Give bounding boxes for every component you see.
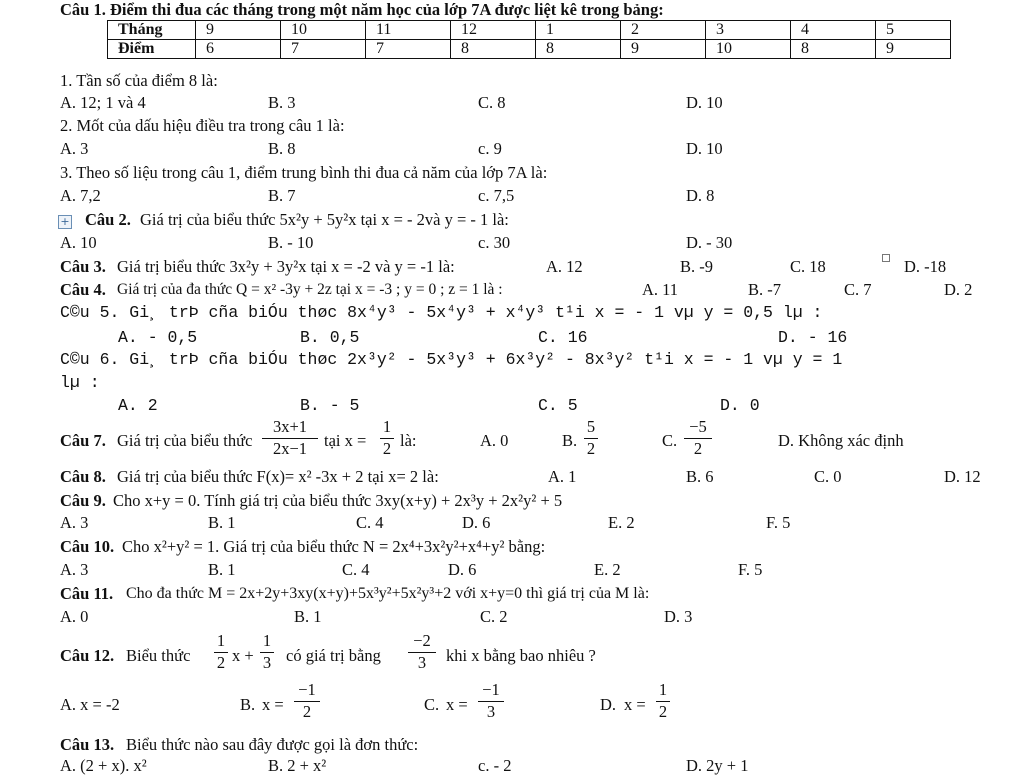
answer-c: C. 16 (538, 328, 588, 347)
answer-b: B. 1 (208, 560, 236, 579)
answer-c: C. 5 (538, 396, 578, 415)
answer-b-fraction (584, 419, 598, 457)
answer-c-prefix: C. (424, 695, 440, 714)
fraction-numerator: 1 (214, 633, 228, 653)
table-cell: 8 (451, 40, 536, 59)
question-11-label: Câu 11. (60, 584, 114, 603)
answer-c: C. 8 (478, 93, 506, 112)
table-cell: 8 (536, 40, 621, 59)
question-12-text: Biểu thức (126, 646, 191, 665)
question-8-text: Giá trị của biểu thức F(x)= x² -3x + 2 tại x= 2 là: (117, 467, 439, 486)
answer-b-prefix: B. (240, 695, 256, 714)
answer-c: c. 9 (478, 139, 502, 158)
answer-b-prefix: B. (562, 431, 578, 450)
question-2-text: Giá trị của biểu thức 5x²y + 5y²x tại x = - 2và y = - 1 là: (140, 210, 509, 229)
answer-d: D. 0 (720, 396, 760, 415)
answer-d: D. - 30 (686, 233, 733, 252)
answer-a: A. 3 (60, 139, 89, 158)
fraction-expression (262, 419, 318, 457)
answer-c: c. - 2 (478, 756, 512, 775)
answer-b-fraction (294, 682, 320, 720)
question-5-text: C©u 5. Gi¸ trÞ cña biÓu thøc 8x⁴y³ - 5x⁴y³ + x⁴y³ t¹i x = - 1 vµ y = 0,5 lµ : (60, 303, 823, 322)
table-cell: 9 (621, 40, 706, 59)
answer-e: E. 2 (594, 560, 621, 579)
answer-b: B. - 10 (268, 233, 314, 252)
question-7-text: Giá trị của biểu thức (117, 431, 253, 450)
table-cell: 7 (281, 40, 366, 59)
answer-c-x: x = (446, 695, 468, 714)
answer-d: D. 8 (686, 186, 715, 205)
question-9-label: Câu 9. (60, 491, 106, 510)
subquestion-2-text: 2. Mốt của dấu hiệu điều tra trong câu 1 là: (60, 116, 345, 135)
answer-b: B. 6 (686, 467, 714, 486)
question-2-label: Câu 2. (85, 210, 131, 229)
marker-square-icon (882, 254, 890, 262)
question-7-end: là: (400, 431, 417, 450)
answer-a: A. 2 (118, 396, 158, 415)
fraction-denominator: 2 (216, 652, 226, 672)
fraction-denominator: 2 (586, 438, 596, 458)
table-cell: 7 (366, 40, 451, 59)
fraction-target (408, 633, 436, 671)
answer-a: A. 7,2 (60, 186, 101, 205)
answer-b: B. - 5 (300, 396, 360, 415)
fraction-numerator: 1 (260, 633, 274, 653)
table-header-month: Tháng (108, 21, 196, 40)
answer-a: A. (2 + x). x² (60, 756, 147, 775)
fraction-numerator: 1 (656, 682, 670, 702)
answer-a: A. 3 (60, 513, 89, 532)
fraction-one-third (260, 633, 274, 671)
answer-a: A. 12 (546, 257, 583, 276)
fraction-denominator: 2 (382, 438, 392, 458)
subquestion-3-text: 3. Theo số liệu trong câu 1, điểm trung bình thi đua cả năm của lớp 7A là: (60, 163, 548, 182)
fraction-denominator: 2 (693, 438, 703, 458)
answer-a: A. 3 (60, 560, 89, 579)
answer-b-x: x = (262, 695, 284, 714)
question-3-label: Câu 3. (60, 257, 106, 276)
fraction-denominator: 3 (417, 652, 427, 672)
answer-c: C. 0 (814, 467, 842, 486)
answer-e: E. 2 (608, 513, 635, 532)
question-12-end: khi x bằng bao nhiêu ? (446, 646, 596, 665)
question-4-label: Câu 4. (60, 280, 106, 299)
answer-b: B. 7 (268, 186, 296, 205)
question-3-text: Giá trị biểu thức 3x²y + 3y²x tại x = -2 và y = -1 là: (117, 257, 455, 276)
table-cell: 12 (451, 21, 536, 40)
table-cell: 10 (706, 40, 791, 59)
answer-d-prefix: D. (600, 695, 617, 714)
answer-c: C. 2 (480, 607, 508, 626)
answer-c: C. 18 (790, 257, 826, 276)
table-cell: 10 (281, 21, 366, 40)
answer-c-prefix: C. (662, 431, 678, 450)
table-cell: 9 (196, 21, 281, 40)
answer-a: A. 10 (60, 233, 97, 252)
answer-f: F. 5 (738, 560, 763, 579)
answer-d: D. Không xác định (778, 431, 904, 450)
answer-b: B. 3 (268, 93, 296, 112)
answer-d: D. 3 (664, 607, 693, 626)
question-7-mid: tại x = (324, 431, 367, 450)
fraction-denominator: 2 (302, 701, 312, 721)
table-cell: 5 (876, 21, 951, 40)
fraction-denominator: 3 (486, 701, 496, 721)
question-12-term: x + (232, 646, 254, 665)
fraction-denominator: 3 (262, 652, 272, 672)
table-cell: 1 (536, 21, 621, 40)
answer-b: B. 8 (268, 139, 296, 158)
answer-d-fraction (656, 682, 670, 720)
question-10-label: Câu 10. (60, 537, 115, 556)
fraction-one-half (214, 633, 228, 671)
question-1-title: Câu 1. Điểm thi đua các tháng trong một năm học của lớp 7A được liệt kê trong bảng: (60, 0, 664, 19)
answer-a: A. 12; 1 và 4 (60, 93, 146, 112)
move-handle-icon[interactable]: + (58, 215, 72, 229)
answer-c: C. 7 (844, 280, 872, 299)
answer-d: D. -18 (904, 257, 947, 276)
question-13-text: Biểu thức nào sau đây được gọi là đơn thức: (126, 735, 419, 754)
answer-b: B. 2 + x² (268, 756, 327, 775)
question-11-text: Cho đa thức M = 2x+2y+3xy(x+y)+5x³y²+5x²y³+2 với x+y=0 thì giá trị của M là: (126, 585, 650, 602)
table-cell: 9 (876, 40, 951, 59)
fraction-numerator: 1 (380, 419, 394, 439)
answer-d: D. - 16 (778, 328, 848, 347)
fraction-numerator: −2 (408, 633, 436, 653)
table-header-score: Điểm (108, 40, 196, 59)
answer-d: D. 2y + 1 (686, 756, 749, 775)
answer-d: D. 12 (944, 467, 981, 486)
answer-d-x: x = (624, 695, 646, 714)
question-9-text: Cho x+y = 0. Tính giá trị của biểu thức 3xy(x+y) + 2x³y + 2x²y² + 5 (113, 491, 563, 510)
table-cell: 6 (196, 40, 281, 59)
answer-a: A. 11 (642, 280, 679, 299)
fraction-denominator: 2 (658, 701, 668, 721)
question-4-text: Giá trị của đa thức Q = x² -3y + 2z tại x = -3 ; y = 0 ; z = 1 là : (117, 281, 503, 298)
answer-b: B. 0,5 (300, 328, 360, 347)
answer-c-fraction (478, 682, 504, 720)
table-cell: 11 (366, 21, 451, 40)
subquestion-1-text: 1. Tần số của điểm 8 là: (60, 71, 218, 90)
answer-c: C. 4 (356, 513, 384, 532)
question-6-text: C©u 6. Gi¸ trÞ cña biÓu thøc 2x³y² - 5x³y³ + 6x³y² - 8x³y² t¹i x = - 1 vµ y = 1 (60, 350, 843, 369)
table-row-scores (108, 40, 951, 59)
answer-b: B. -9 (680, 257, 713, 276)
table-cell: 4 (791, 21, 876, 40)
answer-a: A. 0 (60, 607, 89, 626)
answer-d: D. 2 (944, 280, 973, 299)
question-8-label: Câu 8. (60, 467, 106, 486)
answer-b: B. -7 (748, 280, 781, 299)
answer-c-fraction (684, 419, 712, 457)
fraction-numerator: 5 (584, 419, 598, 439)
answer-a: A. x = -2 (60, 695, 120, 714)
answer-d: D. 10 (686, 139, 723, 158)
fraction-x-value (380, 419, 394, 457)
question-7-label: Câu 7. (60, 431, 106, 450)
answer-d: D. 6 (448, 560, 477, 579)
table-cell: 8 (791, 40, 876, 59)
question-6-text-continued: lµ : (60, 373, 100, 392)
answer-d: D. 10 (686, 93, 723, 112)
answer-a: A. 0 (480, 431, 509, 450)
fraction-numerator: 3x+1 (262, 419, 318, 439)
fraction-numerator: −1 (294, 682, 320, 702)
answer-c: C. 4 (342, 560, 370, 579)
table-row-months (108, 21, 951, 40)
answer-a: A. - 0,5 (118, 328, 198, 347)
answer-c: c. 30 (478, 233, 511, 252)
answer-d: D. 6 (462, 513, 491, 532)
fraction-denominator: 2x−1 (272, 438, 308, 458)
table-cell: 3 (706, 21, 791, 40)
answer-b: B. 1 (208, 513, 236, 532)
score-table (107, 20, 951, 59)
question-13-label: Câu 13. (60, 735, 115, 754)
answer-b: B. 1 (294, 607, 322, 626)
answer-f: F. 5 (766, 513, 791, 532)
answer-a: A. 1 (548, 467, 577, 486)
question-12-label: Câu 12. (60, 646, 115, 665)
question-10-text: Cho x²+y² = 1. Giá trị của biểu thức N = 2x⁴+3x²y²+x⁴+y² bằng: (122, 537, 546, 556)
fraction-numerator: −1 (478, 682, 504, 702)
answer-c: c. 7,5 (478, 186, 515, 205)
table-cell: 2 (621, 21, 706, 40)
question-12-mid: có giá trị bằng (286, 646, 381, 665)
fraction-numerator: −5 (684, 419, 712, 439)
